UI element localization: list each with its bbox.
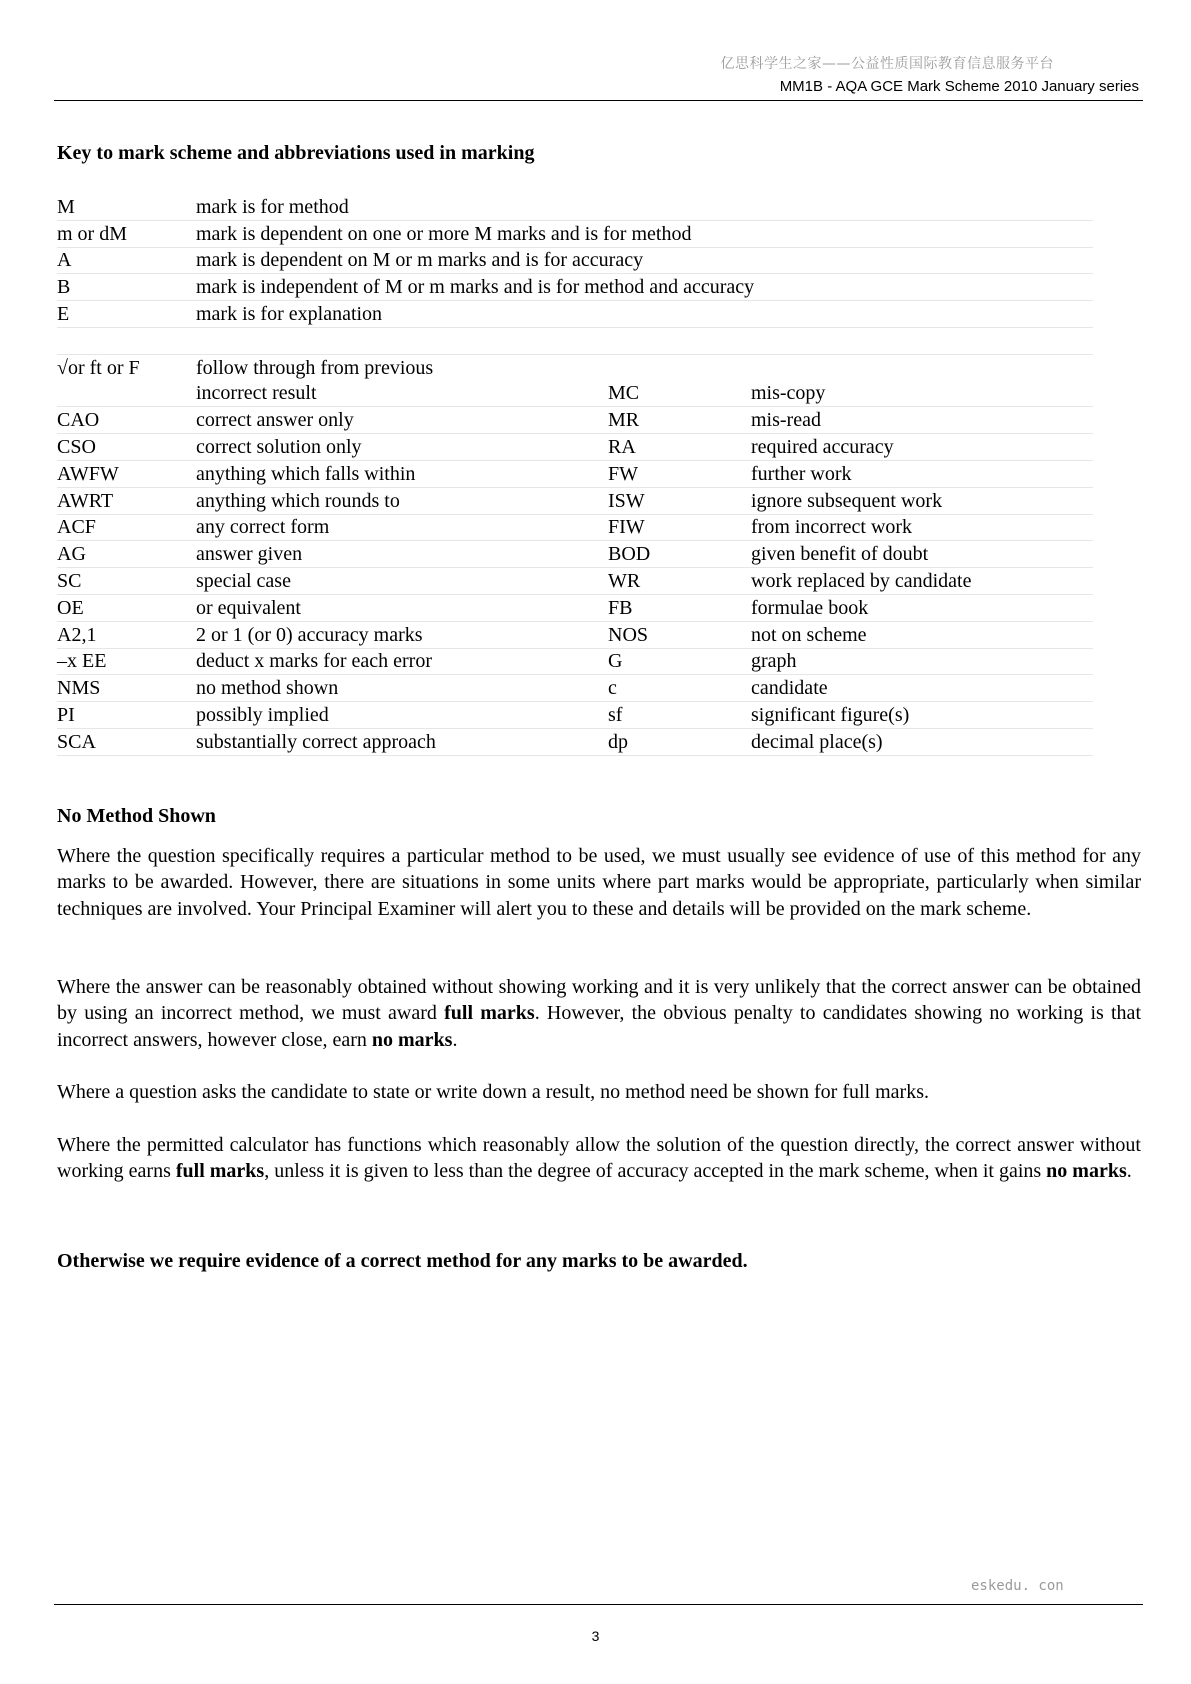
paragraph-3: Where a question asks the candidate to state or write down a result, no method need be shown for full marks. (57, 1081, 929, 1103)
abbr-cell: M (57, 194, 196, 220)
meaning-cell: mark is dependent on one or more M marks and is for method (196, 220, 1093, 247)
meaning-cell: possibly implied (196, 702, 608, 729)
abbr-cell: BOD (608, 541, 751, 568)
meaning-cell: work replaced by candidate (751, 568, 1093, 595)
meaning-cell: mis-read (751, 407, 1093, 434)
meaning-cell: correct solution only (196, 434, 608, 461)
table-row (57, 514, 1093, 541)
table-row (57, 621, 1093, 648)
meaning-cell: from incorrect work (751, 514, 1093, 541)
meaning-cell: mark is for explanation (196, 301, 1093, 328)
meaning-cell: deduct x marks for each error (196, 648, 608, 675)
abbr-cell: NMS (57, 675, 196, 702)
paragraph-2-text: . However, the obvious penalty to candidates showing no working is that incorrect answers, however close, earn (57, 1002, 1141, 1051)
spacer-row (57, 327, 1093, 354)
paragraph-2-bold: no marks (371, 1028, 453, 1051)
abbr-cell: NOS (608, 621, 751, 648)
table-row (57, 675, 1093, 702)
abbr-cell: m or dM (57, 220, 196, 247)
abbr-cell: AWRT (57, 487, 196, 514)
abbr-cell: AG (57, 541, 196, 568)
footer-watermark: eskedu. con (971, 1578, 1064, 1594)
meaning-cell: 2 or 1 (or 0) accuracy marks (196, 621, 608, 648)
meaning-cell: mark is independent of M or m marks and is for method and accuracy (196, 274, 1093, 301)
meaning-cell: significant figure(s) (751, 702, 1093, 729)
page-number: 3 (591, 1628, 600, 1644)
abbr-cell: MR (608, 407, 751, 434)
meaning-cell: incorrect result (196, 381, 608, 407)
abbreviations-table (57, 194, 1093, 756)
meaning-cell: given benefit of doubt (751, 541, 1093, 568)
abbr-cell: OE (57, 594, 196, 621)
table-row (57, 434, 1093, 461)
paragraph-4 (57, 1132, 1141, 1185)
paragraph-4-text: . (1126, 1160, 1132, 1183)
meaning-cell: anything which rounds to (196, 487, 608, 514)
table-row (57, 194, 1093, 220)
no-method-heading: No Method Shown (57, 805, 216, 827)
key-heading: Key to mark scheme and abbreviations used in marking (57, 142, 535, 164)
abbr-cell: dp (608, 728, 751, 755)
paragraph-2-text: Where the answer can be reasonably obtained without showing working and it is very unlikely that the correct answer can be obtained by using an incorrect method, we must award (57, 976, 1141, 1025)
table-row (57, 594, 1093, 621)
paragraph-4-text: Where the permitted calculator has functions which reasonably allow the solution of the question directly, the correct answer without working earns (57, 1134, 1141, 1183)
abbr-cell: AWFW (57, 460, 196, 487)
abbr-cell: FB (608, 594, 751, 621)
abbr-cell: MC (608, 381, 751, 407)
meaning-cell: substantially correct approach (196, 728, 608, 755)
meaning-cell: candidate (751, 675, 1093, 702)
meaning-cell: graph (751, 648, 1093, 675)
meaning-cell: further work (751, 460, 1093, 487)
meaning-cell: no method shown (196, 675, 608, 702)
paragraph-4-bold: no marks (1046, 1160, 1127, 1183)
meaning-cell: mark is dependent on M or m marks and is for accuracy (196, 247, 1093, 274)
abbr-cell: PI (57, 702, 196, 729)
meaning-cell: special case (196, 568, 608, 595)
table-row (57, 274, 1093, 301)
abbr-cell: A (57, 247, 196, 274)
meaning-cell: ignore subsequent work (751, 487, 1093, 514)
table-row (57, 541, 1093, 568)
abbr-cell: FIW (608, 514, 751, 541)
abbr-cell: CSO (57, 434, 196, 461)
table-row (57, 381, 1093, 407)
table-row (57, 487, 1093, 514)
table-row (57, 301, 1093, 328)
meaning-cell: formulae book (751, 594, 1093, 621)
meaning-cell: or equivalent (196, 594, 608, 621)
abbr-cell: FW (608, 460, 751, 487)
paragraph-2-bold: full marks (444, 1002, 535, 1025)
table-row (57, 247, 1093, 274)
meaning-cell: any correct form (196, 514, 608, 541)
header-rule (54, 100, 1143, 101)
abbr-cell: ACF (57, 514, 196, 541)
table-row (57, 354, 1093, 380)
abbr-cell: √or ft or F (57, 356, 140, 379)
table-row (57, 460, 1093, 487)
paragraph-2 (57, 974, 1141, 1053)
table-row (57, 568, 1093, 595)
paragraph-4-bold: full marks (175, 1160, 265, 1183)
abbr-cell: A2,1 (57, 621, 196, 648)
abbr-cell: SC (57, 568, 196, 595)
abbr-cell: RA (608, 434, 751, 461)
abbr-cell: CAO (57, 407, 196, 434)
abbr-cell: sf (608, 702, 751, 729)
final-statement: Otherwise we require evidence of a correct method for any marks to be awarded. (57, 1250, 748, 1272)
meaning-cell: not on scheme (751, 621, 1093, 648)
paragraph-1: Where the question specifically requires a particular method to be used, we must usually see evidence of use of this method for any marks to be awarded. However, there are situations in some units where part marks would be appropriate, particularly when similar techniques are involved. Your Principal Examiner will alert you to these and details will be provided on the mark scheme. (57, 845, 1141, 920)
abbr-cell: E (57, 301, 196, 328)
meaning-cell: mark is for method (196, 194, 1093, 220)
table-row (57, 728, 1093, 755)
meaning-cell: required accuracy (751, 434, 1093, 461)
abbr-cell: c (608, 675, 751, 702)
meaning-cell: follow through from previous (196, 356, 434, 379)
abbr-cell: G (608, 648, 751, 675)
table-row (57, 407, 1093, 434)
abbr-cell: SCA (57, 728, 196, 755)
meaning-cell: answer given (196, 541, 608, 568)
table-row (57, 702, 1093, 729)
header-title: MM1B - AQA GCE Mark Scheme 2010 January series (779, 78, 1139, 95)
meaning-cell: decimal place(s) (751, 728, 1093, 755)
footer-rule (54, 1604, 1143, 1605)
abbr-cell: ISW (608, 487, 751, 514)
abbr-cell: –x EE (57, 648, 196, 675)
paragraph-2-text: . (452, 1028, 458, 1051)
meaning-cell: correct answer only (196, 407, 608, 434)
header-watermark: 亿思科学生之家——公益性质国际教育信息服务平台 (720, 56, 1054, 72)
abbr-cell: B (57, 274, 196, 301)
meaning-cell: mis-copy (751, 381, 1093, 407)
paragraph-4-text: , unless it is given to less than the degree of accuracy accepted in the mark scheme, when it gains (264, 1160, 1047, 1183)
table-row (57, 648, 1093, 675)
meaning-cell: anything which falls within (196, 460, 608, 487)
table-row (57, 220, 1093, 247)
abbr-cell: WR (608, 568, 751, 595)
